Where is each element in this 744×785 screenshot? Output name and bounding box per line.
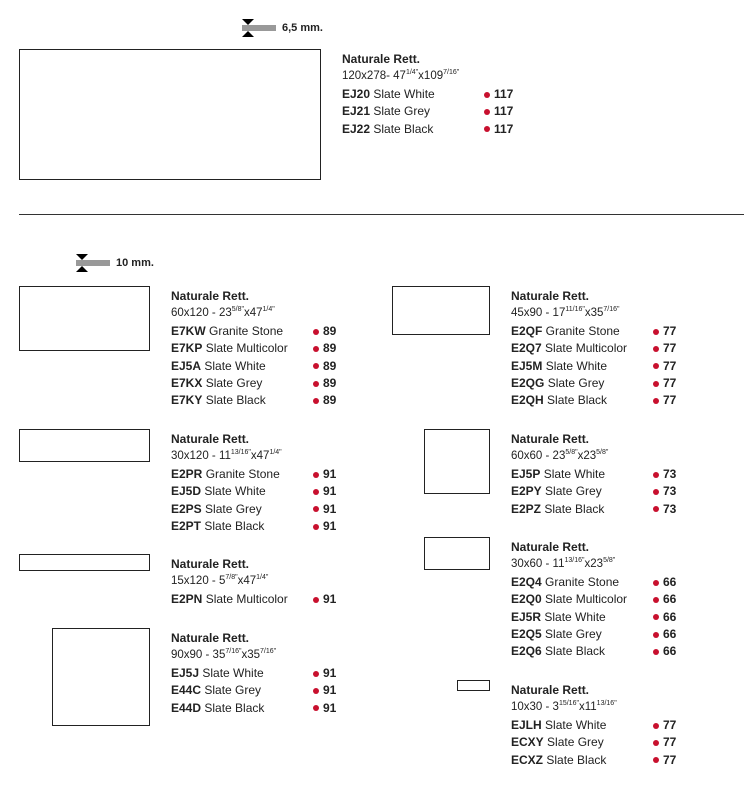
product-row <box>511 609 676 626</box>
product-row <box>511 375 676 392</box>
product-code: E2QH <box>511 393 544 408</box>
product-row <box>342 103 513 120</box>
product-row <box>171 665 336 682</box>
product-size: 120x278- $47^{1/4"}x109^{7/16"}$ <box>342 69 460 83</box>
product-row <box>171 392 336 409</box>
product-row <box>511 501 676 518</box>
product-name: Slate Black <box>370 121 434 136</box>
product-title: Naturale Rett. <box>171 557 250 571</box>
thickness-indicator-10mm <box>76 254 154 272</box>
product-code: E2PR <box>171 466 203 481</box>
product-block <box>171 288 336 410</box>
product-size: $15x120 - 5^{7/8"}x47^{1/4"}$ <box>171 574 269 588</box>
product-name: Slate White <box>542 358 608 373</box>
price-dot-icon <box>653 489 659 495</box>
product-name: Slate White <box>201 358 266 373</box>
tile-shape-10x30 <box>457 680 490 691</box>
product-price: 91 <box>323 466 337 481</box>
price-dot-icon <box>313 506 319 512</box>
product-name: Slate Multicolor <box>202 341 288 356</box>
price-dot-icon <box>653 329 659 335</box>
product-price: 89 <box>323 393 337 408</box>
product-code: ECXY <box>511 735 544 750</box>
price-dot-icon <box>313 472 319 478</box>
product-code: E2PT <box>171 519 202 534</box>
thickness-label: 10 mm. <box>116 257 154 269</box>
product-code: EJ5P <box>511 466 541 481</box>
product-size: $30x60 - 11^{13/16"}x23^{5/8"}$ <box>511 557 616 571</box>
product-block <box>511 288 676 410</box>
product-price: 89 <box>323 358 337 373</box>
product-code: EJ21 <box>342 104 371 119</box>
product-name: Slate Multicolor <box>541 592 628 607</box>
product-price: 66 <box>663 627 677 642</box>
product-name: Slate White <box>541 609 606 624</box>
product-name: Slate Black <box>202 393 266 408</box>
product-code: E2Q0 <box>511 592 542 607</box>
product-block <box>511 431 676 518</box>
product-code: EJ22 <box>342 121 371 136</box>
price-dot-icon <box>313 705 319 711</box>
product-code: E7KP <box>171 341 203 356</box>
product-name: Slate Grey <box>541 484 602 499</box>
product-name: Slate Grey <box>541 627 602 642</box>
tile-shape-60x60 <box>424 429 490 494</box>
product-row <box>511 734 676 751</box>
product-name: Slate Grey <box>544 376 605 391</box>
product-title: Naturale Rett. <box>171 289 250 303</box>
product-row <box>511 626 676 643</box>
product-name: Slate Grey <box>543 735 604 750</box>
product-size: $60x120 - 23^{5/8"}x47^{1/4"}$ <box>171 306 275 320</box>
product-code: EJLH <box>511 717 542 732</box>
product-code: E2Q7 <box>511 341 542 356</box>
product-row <box>171 700 336 717</box>
thickness-icon <box>242 19 278 37</box>
product-price: 77 <box>663 376 677 391</box>
thickness-icon <box>76 254 112 272</box>
tile-shape-30x120 <box>19 429 150 462</box>
product-row <box>511 392 676 409</box>
product-block <box>171 630 336 717</box>
price-dot-icon <box>653 740 659 746</box>
product-block <box>171 556 336 608</box>
tile-shape-90x90 <box>52 628 150 726</box>
price-dot-icon <box>653 649 659 655</box>
product-code: E44D <box>171 700 202 715</box>
product-size: $60x60 - 23^{5/8"}x23^{5/8"}$ <box>511 449 609 463</box>
product-row <box>511 358 676 375</box>
product-row <box>171 501 336 518</box>
product-row <box>171 483 336 500</box>
price-dot-icon <box>484 109 490 115</box>
product-code: ECXZ <box>511 752 544 767</box>
product-price: 89 <box>323 341 337 356</box>
price-dot-icon <box>484 126 490 132</box>
price-dot-icon <box>653 757 659 763</box>
product-name: Slate Multicolor <box>202 591 288 606</box>
product-row <box>511 340 676 357</box>
section-divider <box>19 214 744 215</box>
product-name: Slate Multicolor <box>541 341 628 356</box>
price-dot-icon <box>313 524 319 530</box>
product-name: Slate Grey <box>202 376 263 391</box>
product-price: 89 <box>323 323 337 338</box>
price-dot-icon <box>653 580 659 586</box>
price-dot-icon <box>484 92 490 98</box>
product-row <box>171 340 336 357</box>
price-dot-icon <box>653 632 659 638</box>
product-row <box>511 591 676 608</box>
product-price: 77 <box>663 341 677 356</box>
price-dot-icon <box>653 472 659 478</box>
product-code: E7KY <box>171 393 203 408</box>
product-code: E7KW <box>171 323 206 338</box>
product-row <box>171 518 336 535</box>
product-price: 73 <box>663 466 677 481</box>
product-code: EJ5D <box>171 484 202 499</box>
product-row <box>342 86 513 103</box>
product-code: EJ5A <box>171 358 202 373</box>
product-code: EJ5J <box>171 665 200 680</box>
product-code: E7KX <box>171 376 203 391</box>
price-dot-icon <box>313 346 319 352</box>
product-code: E2Q5 <box>511 627 542 642</box>
product-title: Naturale Rett. <box>511 432 590 446</box>
product-price: 66 <box>663 574 677 589</box>
product-block <box>171 431 336 535</box>
product-row <box>511 717 676 734</box>
price-dot-icon <box>313 381 319 387</box>
product-name: Slate Grey <box>370 104 431 119</box>
thickness-indicator-6-5mm <box>242 19 323 37</box>
product-code: E2PY <box>511 484 542 499</box>
product-row <box>511 574 676 591</box>
product-price: 91 <box>323 683 337 698</box>
product-title: Naturale Rett. <box>511 683 590 697</box>
product-size: $30x120 - 11^{13/16"}x47^{1/4"}$ <box>171 449 282 463</box>
product-price: 77 <box>663 393 677 408</box>
product-name: Slate Black <box>201 519 265 534</box>
product-row <box>171 375 336 392</box>
product-price: 77 <box>663 735 677 750</box>
product-name: Slate Black <box>541 644 606 659</box>
price-dot-icon <box>653 381 659 387</box>
product-price: 89 <box>323 376 337 391</box>
product-price: 117 <box>494 86 514 101</box>
product-name: Slate Black <box>541 501 605 516</box>
product-price: 91 <box>323 484 337 499</box>
product-row <box>511 643 676 660</box>
product-row <box>171 358 336 375</box>
product-name: Slate White <box>541 717 607 732</box>
tile-shape-30x60 <box>424 537 490 570</box>
product-code: E2PZ <box>511 501 542 516</box>
product-price: 91 <box>323 501 337 516</box>
product-price: 73 <box>663 484 677 499</box>
price-dot-icon <box>313 597 319 603</box>
price-dot-icon <box>653 723 659 729</box>
product-price: 77 <box>663 717 677 732</box>
product-code: EJ20 <box>342 86 371 101</box>
price-dot-icon <box>313 671 319 677</box>
product-code: E44C <box>171 683 202 698</box>
product-name: Slate Black <box>543 393 608 408</box>
product-code: E2Q4 <box>511 574 542 589</box>
product-price: 117 <box>494 121 514 136</box>
product-name: Slate Black <box>201 700 265 715</box>
product-row <box>511 483 676 500</box>
product-row <box>511 752 676 769</box>
price-dot-icon <box>653 614 659 620</box>
product-row <box>511 323 676 340</box>
product-price: 91 <box>323 519 337 534</box>
product-row <box>171 591 336 608</box>
price-dot-icon <box>313 329 319 335</box>
price-dot-icon <box>313 398 319 404</box>
tile-shape-15x120 <box>19 554 150 571</box>
product-size: $90x90 - 35^{7/16"}x35^{7/16"}$ <box>171 648 277 662</box>
product-price: 73 <box>663 501 677 516</box>
price-dot-icon <box>313 688 319 694</box>
product-name: Granite Stone <box>205 323 284 338</box>
product-code: EJ5R <box>511 609 542 624</box>
product-price: 66 <box>663 644 677 659</box>
product-title: Naturale Rett. <box>511 540 590 554</box>
product-name: Slate White <box>199 665 264 680</box>
product-title: Naturale Rett. <box>511 289 590 303</box>
price-dot-icon <box>653 346 659 352</box>
tile-shape-45x90 <box>392 286 490 335</box>
product-price: 66 <box>663 609 677 624</box>
product-row <box>171 323 336 340</box>
product-title: Naturale Rett. <box>171 432 250 446</box>
product-name: Granite Stone <box>202 466 280 481</box>
product-price: 117 <box>494 104 514 119</box>
product-code: E2QG <box>511 376 545 391</box>
product-code: E2QF <box>511 323 543 338</box>
product-row <box>171 466 336 483</box>
product-row <box>171 682 336 699</box>
product-block <box>511 539 676 661</box>
thickness-label: 6,5 mm. <box>282 22 323 34</box>
product-price: 91 <box>323 700 337 715</box>
product-price: 91 <box>323 665 337 680</box>
product-price: 77 <box>663 358 677 373</box>
product-price: 91 <box>323 591 337 606</box>
product-name: Granite Stone <box>541 574 620 589</box>
price-dot-icon <box>653 398 659 404</box>
product-name: Slate Grey <box>201 683 262 698</box>
product-title: Naturale Rett. <box>171 631 250 645</box>
product-code: E2Q6 <box>511 644 542 659</box>
product-block <box>511 682 676 769</box>
price-dot-icon <box>313 363 319 369</box>
product-price: 77 <box>663 752 677 767</box>
product-name: Slate White <box>540 466 606 481</box>
price-dot-icon <box>313 489 319 495</box>
product-name: Slate Grey <box>201 501 262 516</box>
tile-shape-120x278 <box>19 49 321 180</box>
product-size: $10x30 - 3^{15/16"}x11^{13/16"}$ <box>511 700 617 714</box>
product-name: Slate White <box>201 484 266 499</box>
product-code: E2PS <box>171 501 202 516</box>
product-block <box>342 51 513 138</box>
price-dot-icon <box>653 363 659 369</box>
product-size: $45x90 - 17^{11/16"}x35^{7/16"}$ <box>511 306 620 320</box>
product-title: Naturale Rett. <box>342 52 421 66</box>
product-code: EJ5M <box>511 358 543 373</box>
product-price: 66 <box>663 592 677 607</box>
product-name: Slate White <box>370 86 435 101</box>
product-name: Slate Black <box>543 752 607 767</box>
product-price: 77 <box>663 323 677 338</box>
product-row <box>342 121 513 138</box>
product-row <box>511 466 676 483</box>
price-dot-icon <box>653 597 659 603</box>
product-name: Granite Stone <box>542 323 620 338</box>
price-dot-icon <box>653 506 659 512</box>
tile-shape-60x120 <box>19 286 150 351</box>
product-code: E2PN <box>171 591 203 606</box>
